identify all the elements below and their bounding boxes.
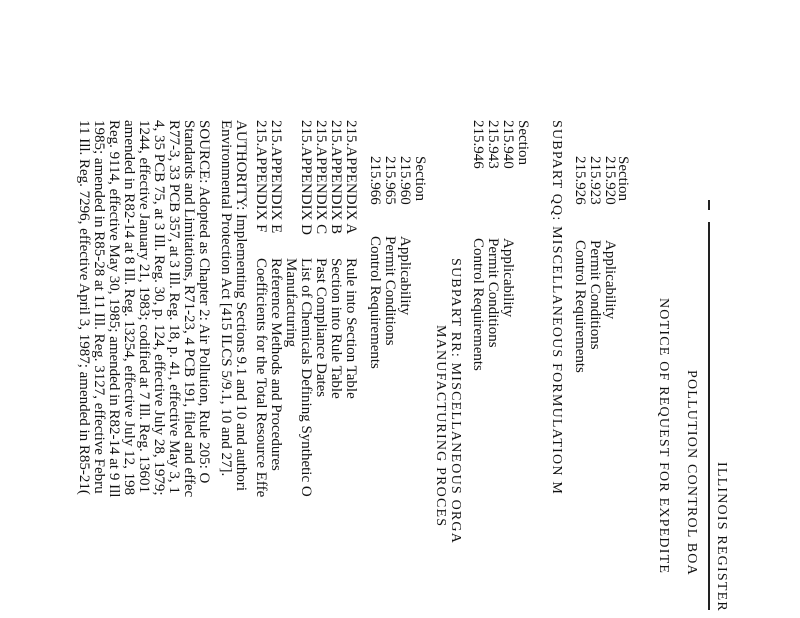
authority-line-1: AUTHORITY: Implementing Sections 9.1 and 10 and authori bbox=[233, 120, 249, 492]
section-qq-title-0: Applicability bbox=[602, 240, 618, 320]
section-tt-num-1: 215.965 bbox=[382, 156, 398, 205]
section-qq-title-2: Control Requirements bbox=[572, 240, 588, 373]
subpart-qq-title: SUBPART QQ: MISCELLANEOUS FORMULATION M bbox=[549, 120, 564, 496]
subpart-rr-title-1: SUBPART RR: MISCELLANEOUS ORGA bbox=[448, 258, 463, 545]
source-line-3: 4, 35 PCB 75, at 3 Ill. Reg. 30, p. 124, effective July 28, 1979; bbox=[151, 120, 167, 496]
section-tt-title-2: Control Requirements bbox=[367, 236, 383, 369]
authority-line-2: Environmental Protection Act [415 ILCS 5/9.1, 10 and 27]. bbox=[218, 120, 234, 477]
section-rr-num-1: 215.943 bbox=[485, 120, 501, 169]
source-line-6: Reg. 9114, effective May 30, 1985; amended in R82-14 at 9 Ill bbox=[106, 120, 122, 498]
notice-title: NOTICE OF REQUEST FOR EXPEDITE bbox=[656, 298, 671, 575]
header-rule bbox=[708, 222, 710, 610]
source-line-8: 11 Ill. Reg. 7296, effective April 3, 1987; amended in R85-21( bbox=[76, 120, 92, 495]
section-qq-num-0: 215.920 bbox=[602, 156, 618, 205]
appendix-title-0: Rule into Section Table bbox=[343, 258, 359, 399]
subpart-rr-title-2: MANUFACTURING PROCES bbox=[433, 325, 448, 528]
source-line-5: amended in R82-14 at 8 Ill. Reg. 13254, effective July 12, 198 bbox=[121, 120, 137, 496]
appendix-num-0: 215.APPENDIX A bbox=[343, 120, 359, 235]
appendix-title-3: List of Chemicals Defining Synthetic O bbox=[298, 258, 314, 497]
section-qq-title-1: Permit Conditions bbox=[587, 240, 603, 350]
source-line-2: R77-3, 33 PCB 357, at 3 Ill. Reg. 18, p. 41, effective May 3, 1 bbox=[166, 120, 182, 494]
appendix-num-3: 215.APPENDIX D bbox=[298, 120, 314, 236]
appendix-title-4: Manufacturing bbox=[283, 258, 299, 348]
section-tt-num-2: 215.966 bbox=[367, 156, 383, 205]
section-tt-label: Section bbox=[412, 156, 428, 201]
section-rr-label: Section bbox=[515, 120, 531, 165]
section-tt-num-0: 215.960 bbox=[397, 156, 413, 205]
section-rr-num-0: 215.940 bbox=[500, 120, 516, 169]
section-qq-num-2: 215.926 bbox=[572, 156, 588, 205]
source-line-7: 1985; amended in R85-28 at 11 Ill. Reg. 3127, effective Febru bbox=[91, 120, 107, 494]
appendix-num-1: 215.APPENDIX B bbox=[328, 120, 344, 235]
appendix-num-2: 215.APPENDIX C bbox=[313, 120, 329, 235]
appendix-num-6: 215.APPENDIX F bbox=[253, 120, 269, 233]
source-line-0: SOURCE: Adopted as Chapter 2: Air Pollution, Rule 205: O bbox=[196, 120, 212, 484]
section-tt-title-1: Permit Conditions bbox=[382, 236, 398, 346]
board-title: POLLUTION CONTROL BOA bbox=[684, 370, 699, 576]
section-rr-title-1: Permit Conditions bbox=[485, 238, 501, 348]
appendix-title-5: Reference Methods and Procedures bbox=[268, 258, 284, 471]
source-line-1: Standards and Limitations, R71-23, 4 PCB 191, filed and effec bbox=[181, 120, 197, 498]
section-tt-title-0: Applicability bbox=[397, 236, 413, 316]
section-rr-title-0: Applicability bbox=[500, 238, 516, 318]
appendix-title-6: Coefficients for the Total Resource Effe bbox=[253, 258, 269, 498]
section-qq-num-1: 215.923 bbox=[587, 156, 603, 205]
header-rule-short bbox=[708, 200, 710, 210]
source-line-4: 1244, effective January 21, 1983; codified at 7 Ill. Reg. 13601 bbox=[136, 120, 152, 493]
appendix-num-5: 215.APPENDIX E bbox=[268, 120, 284, 234]
appendix-title-1: Section into Rule Table bbox=[328, 258, 344, 399]
section-rr-num-2: 215.946 bbox=[470, 120, 486, 169]
section-rr-title-2: Control Requirements bbox=[470, 238, 486, 371]
appendix-title-2: Past Compliance Dates bbox=[313, 258, 329, 398]
section-qq-label: Section bbox=[615, 156, 631, 201]
register-title: ILLINOIS REGISTER bbox=[714, 462, 729, 612]
